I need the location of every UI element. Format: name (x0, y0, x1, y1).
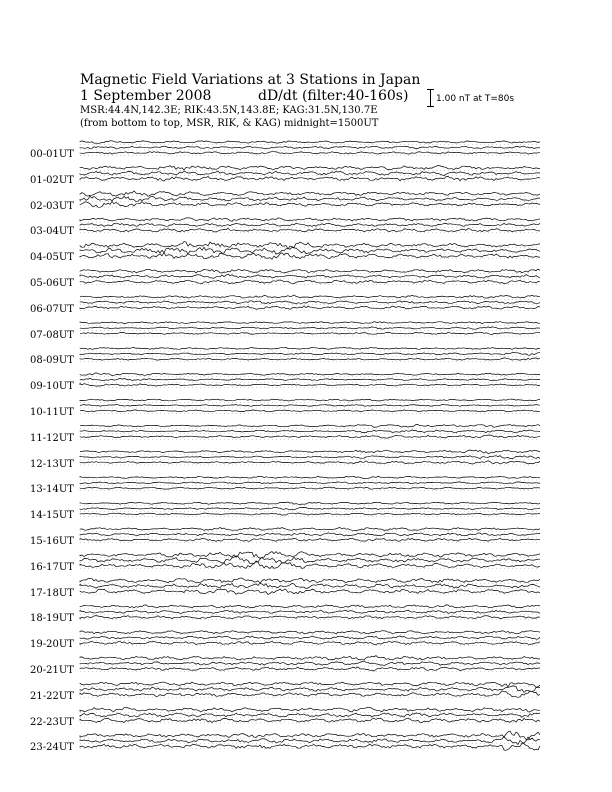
hour-label: 20-21UT (30, 665, 74, 676)
trace-kag (80, 450, 540, 454)
trace-msr (80, 641, 540, 644)
trace-kag (80, 578, 540, 583)
hour-label: 08-09UT (30, 355, 74, 367)
trace-msr (80, 332, 540, 334)
trace-msr (80, 513, 540, 515)
trace-msr (80, 487, 540, 489)
trace-kag (80, 424, 540, 427)
trace-msr (80, 461, 540, 464)
hour-label: 21-22UT (30, 690, 74, 702)
hour-label: 05-06UT (30, 278, 74, 289)
scale-label: 1.00 nT at T=80s (436, 94, 515, 104)
trace-msr (80, 202, 540, 208)
trace-msr (80, 176, 540, 181)
trace-msr (80, 152, 540, 155)
trace-rik (80, 713, 540, 717)
component-label: dD/dt (filter:40-160s) (258, 88, 409, 104)
trace-msr (80, 616, 540, 619)
trace-kag (80, 141, 540, 144)
trace-rik (80, 274, 540, 278)
chart-title: Magnetic Field Variations at 3 Stations in Japan (80, 72, 421, 88)
hour-label: 19-20UT (30, 639, 74, 651)
trace-msr (80, 384, 540, 387)
trace-rik (80, 456, 540, 459)
hour-label: 00-01UT (30, 149, 74, 160)
trace-rik (80, 301, 540, 304)
hour-label: 12-13UT (30, 458, 74, 470)
trace-msr (80, 538, 540, 541)
trace-kag (80, 347, 540, 349)
trace-rik (80, 610, 540, 613)
trace-kag (80, 731, 540, 740)
hour-label: 09-10UT (30, 381, 74, 393)
trace-rik (80, 507, 540, 510)
station-coordinates: MSR:44.4N,142.3E; RIK:43.5N,143.8E; KAG:31.5N,130.7E (80, 105, 378, 116)
hour-label: 16-17UT (30, 561, 74, 573)
hour-label: 01-02UT (30, 174, 74, 186)
trace-kag (80, 605, 540, 608)
trace-msr (80, 589, 540, 594)
trace-kag (80, 707, 540, 712)
hour-label: 14-15UT (30, 510, 74, 522)
trace-msr (80, 435, 540, 438)
trace-kag (80, 656, 540, 660)
hour-label: 10-11UT (30, 407, 74, 418)
trace-kag (80, 165, 540, 170)
trace-rik (80, 686, 540, 693)
trace-msr (80, 253, 540, 260)
trace-rik (80, 196, 540, 201)
trace-rik (80, 661, 540, 665)
date-label: 1 September 2008 (80, 88, 212, 104)
trace-kag (80, 295, 540, 298)
trace-rik (80, 533, 540, 536)
trace-msr (80, 410, 540, 412)
trace-kag (80, 502, 540, 504)
hour-label: 07-08UT (30, 329, 74, 341)
trace-kag (80, 399, 540, 401)
trace-rik (80, 378, 540, 381)
trace-kag (80, 322, 540, 324)
trace-kag (80, 269, 540, 273)
trace-rik (80, 430, 540, 433)
trace-rik (80, 223, 540, 226)
hour-label: 15-16UT (30, 536, 74, 547)
trace-msr (80, 280, 540, 284)
trace-msr (80, 228, 540, 232)
trace-order-note: (from bottom to top, MSR, RIK, & KAG) midnight=1500UT (80, 118, 379, 129)
trace-kag (80, 373, 540, 376)
hour-label: 06-07UT (30, 303, 74, 315)
hour-label: 04-05UT (30, 252, 74, 264)
trace-kag (80, 631, 540, 634)
trace-kag (80, 476, 540, 478)
hour-label: 18-19UT (30, 613, 74, 625)
trace-msr (80, 743, 540, 750)
hour-label: 02-03UT (30, 200, 74, 212)
trace-msr (80, 667, 540, 671)
hour-label: 13-14UT (30, 484, 74, 496)
hour-label: 23-24UT (30, 742, 74, 754)
hour-label: 11-12UT (30, 432, 74, 444)
trace-msr (80, 306, 540, 310)
trace-rik (80, 482, 540, 484)
trace-kag (80, 218, 540, 222)
trace-kag (80, 191, 540, 196)
trace-rik (80, 583, 540, 588)
hour-label: 03-04UT (30, 226, 74, 238)
trace-rik (80, 327, 540, 329)
trace-rik (80, 146, 540, 149)
trace-rik (80, 171, 540, 176)
trace-msr (80, 358, 540, 360)
hour-label: 17-18UT (30, 587, 74, 599)
trace-rik (80, 405, 540, 407)
trace-msr (80, 718, 540, 722)
trace-rik (80, 636, 540, 639)
trace-kag (80, 527, 540, 530)
trace-rik (80, 352, 540, 355)
hour-label: 22-23UT (30, 716, 74, 728)
